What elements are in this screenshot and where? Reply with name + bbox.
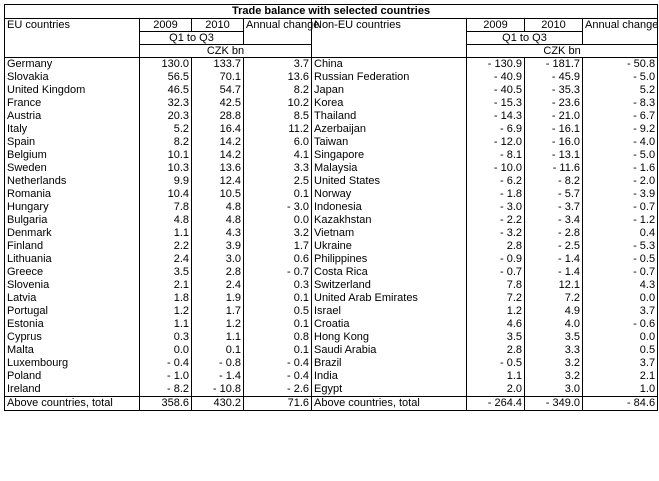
non-eu-country-name: Hong Kong (312, 331, 467, 344)
eu-value-2009: 20.3 (140, 110, 192, 123)
non-eu-value-2010: - 8.2 (525, 175, 583, 188)
table-row (5, 136, 658, 149)
non-eu-annual-change: 5.2 (583, 84, 658, 97)
eu-value-2009: 4.8 (140, 214, 192, 227)
eu-annual-change: 8.2 (244, 84, 312, 97)
non-eu-annual-change: - 5.0 (583, 71, 658, 84)
table-row (5, 383, 658, 397)
table-row (5, 240, 658, 253)
non-eu-value-2010: 3.0 (525, 383, 583, 397)
non-eu-value-2010: - 2.8 (525, 227, 583, 240)
non-eu-country-name: Taiwan (312, 136, 467, 149)
eu-value-2009: - 0.4 (140, 357, 192, 370)
non-eu-annual-change: 0.5 (583, 344, 658, 357)
eu-country-name: Sweden (5, 162, 140, 175)
eu-country-name: Greece (5, 266, 140, 279)
non-eu-annual-change: - 3.9 (583, 188, 658, 201)
eu-value-2010: 1.7 (192, 305, 244, 318)
table-row (5, 201, 658, 214)
eu-value-2009: 10.1 (140, 149, 192, 162)
non-eu-total-value-2009: - 264.4 (467, 397, 525, 411)
non-eu-value-2009: - 6.9 (467, 123, 525, 136)
non-eu-country-name: United Arab Emirates (312, 292, 467, 305)
eu-country-name: Lithuania (5, 253, 140, 266)
table-title: Trade balance with selected countries (5, 5, 658, 19)
eu-value-2010: 3.9 (192, 240, 244, 253)
eu-annual-change: 0.1 (244, 344, 312, 357)
non-eu-value-2009: - 3.2 (467, 227, 525, 240)
eu-value-2010: 4.8 (192, 201, 244, 214)
eu-annual-change: 0.0 (244, 214, 312, 227)
eu-country-name: Slovenia (5, 279, 140, 292)
eu-value-2010: 4.3 (192, 227, 244, 240)
non-eu-value-2010: 7.2 (525, 292, 583, 305)
non-eu-value-2009: - 1.8 (467, 188, 525, 201)
non-eu-value-2010: 3.3 (525, 344, 583, 357)
eu-countries-header: EU countries (5, 19, 140, 58)
eu-value-2009: 2.1 (140, 279, 192, 292)
eu-country-name: Romania (5, 188, 140, 201)
non-eu-value-2010: - 45.9 (525, 71, 583, 84)
eu-value-2009: - 8.2 (140, 383, 192, 397)
eu-value-2010: 10.5 (192, 188, 244, 201)
eu-annual-change: 0.3 (244, 279, 312, 292)
table-row (5, 266, 658, 279)
non-eu-annual-change: - 0.6 (583, 318, 658, 331)
table-row (5, 292, 658, 305)
eu-annual-change: 6.0 (244, 136, 312, 149)
eu-country-name: Latvia (5, 292, 140, 305)
non-eu-value-2009: 2.8 (467, 240, 525, 253)
non-eu-value-2009: 3.5 (467, 331, 525, 344)
table-row (5, 344, 658, 357)
eu-total-country-name: Above countries, total (5, 397, 140, 411)
table-row (5, 357, 658, 370)
eu-annual-change: - 0.4 (244, 357, 312, 370)
eu-country-name: Spain (5, 136, 140, 149)
table-row (5, 84, 658, 97)
eu-annual-change: - 3.0 (244, 201, 312, 214)
non-eu-country-name: India (312, 370, 467, 383)
table-row (5, 149, 658, 162)
table-row (5, 188, 658, 201)
non-eu-country-name: China (312, 58, 467, 72)
non-eu-value-2009: - 0.9 (467, 253, 525, 266)
non-eu-annual-change: - 5.0 (583, 149, 658, 162)
eu-annual-change: 13.6 (244, 71, 312, 84)
non-eu-value-2010: - 16.0 (525, 136, 583, 149)
non-eu-country-name: Brazil (312, 357, 467, 370)
eu-annual-change: - 0.7 (244, 266, 312, 279)
eu-value-2010: 1.9 (192, 292, 244, 305)
total-row (5, 397, 658, 411)
eu-value-2010: 133.7 (192, 58, 244, 72)
non-eu-value-2010: - 11.6 (525, 162, 583, 175)
non-eu-value-2010: - 23.6 (525, 97, 583, 110)
eu-value-2009: 8.2 (140, 136, 192, 149)
non-eu-country-name: Egypt (312, 383, 467, 397)
eu-annual-change: 0.1 (244, 318, 312, 331)
eu-value-2010: 12.4 (192, 175, 244, 188)
eu-annual-change: 1.7 (244, 240, 312, 253)
eu-country-name: Finland (5, 240, 140, 253)
non-eu-value-2010: - 1.4 (525, 253, 583, 266)
non-eu-annual-change: 1.0 (583, 383, 658, 397)
non-eu-value-2009: 1.2 (467, 305, 525, 318)
eu-value-2009: 1.8 (140, 292, 192, 305)
non-eu-value-2009: - 3.0 (467, 201, 525, 214)
eu-country-name: Germany (5, 58, 140, 72)
non-eu-country-name: Israel (312, 305, 467, 318)
eu-annual-change: 3.3 (244, 162, 312, 175)
eu-country-name: Luxembourg (5, 357, 140, 370)
non-eu-value-2009: 2.0 (467, 383, 525, 397)
non-eu-value-2009: - 0.5 (467, 357, 525, 370)
eu-annual-change: 3.2 (244, 227, 312, 240)
eu-value-2009: 0.3 (140, 331, 192, 344)
eu-value-2009: 5.2 (140, 123, 192, 136)
non-eu-value-2010: - 35.3 (525, 84, 583, 97)
non-eu-country-name: Azerbaijan (312, 123, 467, 136)
eu-value-2009: 10.3 (140, 162, 192, 175)
eu-country-name: Cyprus (5, 331, 140, 344)
non-eu-annual-change: 2.1 (583, 370, 658, 383)
non-eu-annual-change: - 1.6 (583, 162, 658, 175)
non-eu-value-2010: - 5.7 (525, 188, 583, 201)
eu-total-annual-change: 71.6 (244, 397, 312, 411)
table-row (5, 162, 658, 175)
eu-annual-change: 0.6 (244, 253, 312, 266)
eu-value-2009: 0.0 (140, 344, 192, 357)
eu-annual-change: 0.1 (244, 292, 312, 305)
eu-country-name: United Kingdom (5, 84, 140, 97)
non-eu-value-2010: - 3.4 (525, 214, 583, 227)
non-eu-total-country-name: Above countries, total (312, 397, 467, 411)
non-eu-annual-change: - 0.7 (583, 201, 658, 214)
non-eu-country-name: Saudi Arabia (312, 344, 467, 357)
non-eu-country-name: Malaysia (312, 162, 467, 175)
non-eu-value-2010: 3.5 (525, 331, 583, 344)
non-eu-country-name: Russian Federation (312, 71, 467, 84)
eu-value-2009: 2.4 (140, 253, 192, 266)
table-row (5, 279, 658, 292)
eu-value-2010: 4.8 (192, 214, 244, 227)
table-row (5, 123, 658, 136)
non-eu-total-annual-change: - 84.6 (583, 397, 658, 411)
non-eu-annual-change: 3.7 (583, 357, 658, 370)
eu-annual-change: 2.5 (244, 175, 312, 188)
non-eu-annual-change: - 1.2 (583, 214, 658, 227)
non-eu-value-2010: 4.0 (525, 318, 583, 331)
non-eu-value-2009: - 2.2 (467, 214, 525, 227)
eu-annual-change: 0.1 (244, 188, 312, 201)
non-eu-value-2010: - 1.4 (525, 266, 583, 279)
eu-country-name: Slovakia (5, 71, 140, 84)
table-row (5, 110, 658, 123)
non-eu-value-2009: - 40.9 (467, 71, 525, 84)
non-eu-annual-change: - 8.3 (583, 97, 658, 110)
non-eu-country-name: Philippines (312, 253, 467, 266)
table-row (5, 253, 658, 266)
non-eu-annual-change: 0.0 (583, 331, 658, 344)
eu-country-name: Malta (5, 344, 140, 357)
eu-value-2010: 28.8 (192, 110, 244, 123)
non-eu-annual-change: 0.4 (583, 227, 658, 240)
eu-value-2009: 46.5 (140, 84, 192, 97)
eu-value-2010: 16.4 (192, 123, 244, 136)
non-eu-country-name: Ukraine (312, 240, 467, 253)
non-eu-country-name: Costa Rica (312, 266, 467, 279)
non-eu-country-name: Croatia (312, 318, 467, 331)
eu-value-2009: 10.4 (140, 188, 192, 201)
non-eu-total-value-2010: - 349.0 (525, 397, 583, 411)
eu-total-value-2009: 358.6 (140, 397, 192, 411)
eu-country-name: Estonia (5, 318, 140, 331)
non-eu-country-name: Indonesia (312, 201, 467, 214)
non-eu-value-2009: - 14.3 (467, 110, 525, 123)
non-eu-annual-change: - 5.3 (583, 240, 658, 253)
table-row (5, 227, 658, 240)
non-eu-country-name: Korea (312, 97, 467, 110)
eu-country-name: Portugal (5, 305, 140, 318)
eu-country-name: Austria (5, 110, 140, 123)
non-eu-country-name: Vietnam (312, 227, 467, 240)
eu-value-2010: 14.2 (192, 149, 244, 162)
eu-annual-change: 0.8 (244, 331, 312, 344)
non-eu-value-2010: 12.1 (525, 279, 583, 292)
non-eu-annual-change: - 9.2 (583, 123, 658, 136)
eu-country-name: Denmark (5, 227, 140, 240)
eu-value-2009: 1.1 (140, 227, 192, 240)
non-eu-value-2009: - 10.0 (467, 162, 525, 175)
non-eu-value-2010: - 16.1 (525, 123, 583, 136)
eu-year-2010-header: 2010 (192, 19, 244, 32)
eu-value-2009: 1.1 (140, 318, 192, 331)
eu-country-name: Bulgaria (5, 214, 140, 227)
non-eu-annual-change: 4.3 (583, 279, 658, 292)
non-eu-country-name: Thailand (312, 110, 467, 123)
non-eu-value-2010: - 181.7 (525, 58, 583, 72)
eu-annual-change: 3.7 (244, 58, 312, 72)
non-eu-country-name: Norway (312, 188, 467, 201)
eu-value-2010: 42.5 (192, 97, 244, 110)
non-eu-annual-change: - 6.7 (583, 110, 658, 123)
non-eu-value-2009: - 130.9 (467, 58, 525, 72)
non-eu-value-2010: 3.2 (525, 370, 583, 383)
non-eu-country-name: Singapore (312, 149, 467, 162)
non-eu-country-name: Switzerland (312, 279, 467, 292)
table-row (5, 71, 658, 84)
eu-value-2009: - 1.0 (140, 370, 192, 383)
non-eu-value-2009: 7.2 (467, 292, 525, 305)
non-eu-value-2010: - 2.5 (525, 240, 583, 253)
non-eu-value-2009: - 6.2 (467, 175, 525, 188)
non-eu-annual-change: - 0.7 (583, 266, 658, 279)
table-row (5, 318, 658, 331)
table-row (5, 214, 658, 227)
non-eu-annual-change: - 2.0 (583, 175, 658, 188)
eu-country-name: Italy (5, 123, 140, 136)
eu-value-2009: 1.2 (140, 305, 192, 318)
eu-value-2010: 70.1 (192, 71, 244, 84)
non-eu-value-2009: 2.8 (467, 344, 525, 357)
eu-annual-change-header: Annual change (244, 19, 312, 45)
eu-value-2010: 13.6 (192, 162, 244, 175)
eu-value-2009: 3.5 (140, 266, 192, 279)
eu-value-2010: 1.1 (192, 331, 244, 344)
eu-value-2009: 7.8 (140, 201, 192, 214)
eu-country-name: Netherlands (5, 175, 140, 188)
non-eu-country-name: Japan (312, 84, 467, 97)
table-row (5, 97, 658, 110)
eu-year-2009-header: 2009 (140, 19, 192, 32)
non-eu-value-2009: - 0.7 (467, 266, 525, 279)
eu-annual-change: 0.5 (244, 305, 312, 318)
non-eu-value-2009: - 15.3 (467, 97, 525, 110)
eu-value-2009: 130.0 (140, 58, 192, 72)
eu-annual-change: 8.5 (244, 110, 312, 123)
table-row (5, 305, 658, 318)
non-eu-value-2009: 4.6 (467, 318, 525, 331)
eu-total-value-2010: 430.2 (192, 397, 244, 411)
non-eu-country-name: Kazakhstan (312, 214, 467, 227)
non-eu-annual-change-header: Annual change (583, 19, 658, 45)
non-eu-value-2009: - 12.0 (467, 136, 525, 149)
non-eu-value-2010: - 3.7 (525, 201, 583, 214)
table-body (5, 58, 658, 411)
non-eu-value-2010: 3.2 (525, 357, 583, 370)
non-eu-annual-change: - 4.0 (583, 136, 658, 149)
eu-value-2010: - 10.8 (192, 383, 244, 397)
table-row (5, 331, 658, 344)
eu-annual-change: - 2.6 (244, 383, 312, 397)
eu-annual-change: 10.2 (244, 97, 312, 110)
eu-value-2009: 9.9 (140, 175, 192, 188)
eu-value-2009: 56.5 (140, 71, 192, 84)
eu-country-name: France (5, 97, 140, 110)
eu-value-2010: 54.7 (192, 84, 244, 97)
non-eu-value-2009: 1.1 (467, 370, 525, 383)
non-eu-value-2009: 7.8 (467, 279, 525, 292)
table-row (5, 370, 658, 383)
non-eu-value-2010: - 13.1 (525, 149, 583, 162)
non-eu-value-2009: - 8.1 (467, 149, 525, 162)
non-eu-country-name: United States (312, 175, 467, 188)
eu-value-2010: 1.2 (192, 318, 244, 331)
non-eu-period-header: Q1 to Q3 (467, 32, 583, 45)
eu-country-name: Belgium (5, 149, 140, 162)
eu-value-2010: 2.8 (192, 266, 244, 279)
table-row (5, 175, 658, 188)
non-eu-annual-change: 0.0 (583, 292, 658, 305)
non-eu-year-2009-header: 2009 (467, 19, 525, 32)
eu-annual-change: 4.1 (244, 149, 312, 162)
eu-value-2010: 14.2 (192, 136, 244, 149)
eu-unit-header: CZK bn (140, 45, 312, 58)
non-eu-unit-header: CZK bn (467, 45, 658, 58)
eu-value-2010: - 1.4 (192, 370, 244, 383)
non-eu-annual-change: - 0.5 (583, 253, 658, 266)
non-eu-annual-change: - 50.8 (583, 58, 658, 72)
non-eu-year-2010-header: 2010 (525, 19, 583, 32)
eu-annual-change: 11.2 (244, 123, 312, 136)
non-eu-value-2010: 4.9 (525, 305, 583, 318)
eu-country-name: Poland (5, 370, 140, 383)
non-eu-annual-change: 3.7 (583, 305, 658, 318)
eu-country-name: Hungary (5, 201, 140, 214)
eu-period-header: Q1 to Q3 (140, 32, 244, 45)
eu-value-2010: 3.0 (192, 253, 244, 266)
eu-value-2010: 2.4 (192, 279, 244, 292)
eu-annual-change: - 0.4 (244, 370, 312, 383)
eu-value-2010: - 0.8 (192, 357, 244, 370)
eu-value-2009: 32.3 (140, 97, 192, 110)
eu-country-name: Ireland (5, 383, 140, 397)
trade-balance-table (4, 4, 658, 411)
eu-value-2009: 2.2 (140, 240, 192, 253)
table-row (5, 58, 658, 72)
non-eu-value-2009: - 40.5 (467, 84, 525, 97)
non-eu-value-2010: - 21.0 (525, 110, 583, 123)
eu-value-2010: 0.1 (192, 344, 244, 357)
non-eu-countries-header: Non-EU countries (312, 19, 467, 58)
